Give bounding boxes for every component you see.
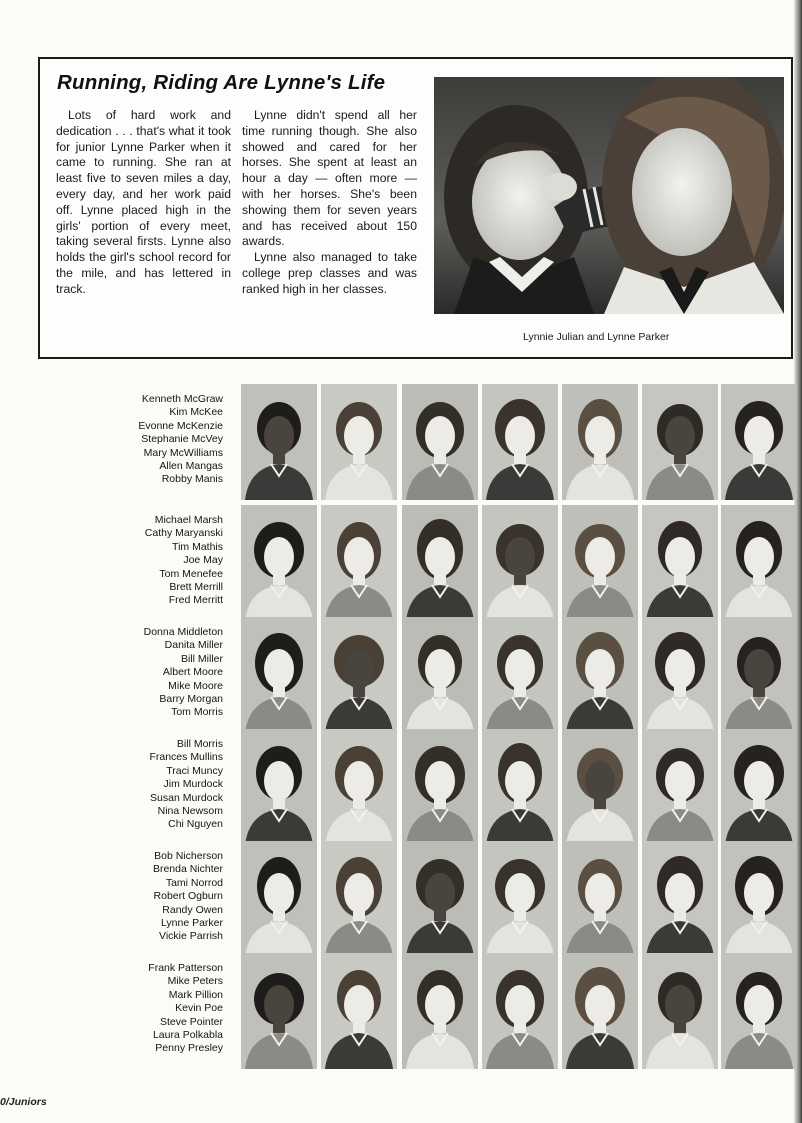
- story-column-1: [56, 108, 231, 298]
- student-portrait: [321, 505, 397, 621]
- feature-photo: [434, 77, 784, 314]
- student-name: Mike Moore: [168, 679, 223, 692]
- student-name: Tami Norrod: [165, 876, 223, 889]
- student-portrait: [642, 729, 718, 845]
- student-name: Tim Mathis: [172, 540, 223, 553]
- student-portrait: [241, 384, 317, 500]
- student-name: Michael Marsh: [154, 514, 223, 526]
- student-portrait: [241, 617, 317, 733]
- student-name: Randy Owen: [162, 903, 223, 916]
- student-name: Mary McWilliams: [143, 446, 223, 459]
- story-paragraph: Lynne also managed to take college prep classes and was ranked high in her classes.: [242, 250, 417, 296]
- student-name: Bill Morris: [176, 738, 223, 750]
- name-list: [90, 850, 223, 944]
- student-name: Stephanie McVey: [141, 433, 223, 446]
- student-name: Robby Manis: [161, 473, 223, 486]
- student-portrait: [482, 953, 558, 1069]
- student-name: Penny Presley: [155, 1042, 223, 1055]
- story-column-2: [242, 108, 417, 298]
- student-name: Traci Muncy: [166, 764, 223, 777]
- student-portrait: [321, 617, 397, 733]
- student-name: Bob Nicherson: [154, 850, 223, 862]
- student-portrait: [721, 729, 797, 845]
- student-name: Tom Menefee: [159, 567, 223, 580]
- student-portrait: [241, 505, 317, 621]
- student-portrait: [562, 384, 638, 500]
- name-list: [90, 626, 223, 720]
- student-portrait: [721, 841, 797, 957]
- student-portrait: [562, 729, 638, 845]
- student-portrait: [482, 617, 558, 733]
- student-portrait: [482, 729, 558, 845]
- student-portrait: [642, 841, 718, 957]
- student-portrait: [402, 617, 478, 733]
- student-portrait: [402, 953, 478, 1069]
- student-name: Bill Miller: [181, 652, 223, 665]
- student-portrait: [721, 505, 797, 621]
- student-name: Allen Mangas: [159, 460, 223, 473]
- student-portrait: [321, 841, 397, 957]
- student-name: Vickie Parrish: [159, 930, 223, 943]
- student-name: Susan Murdock: [150, 791, 223, 804]
- student-name: Tom Morris: [171, 706, 223, 719]
- name-list: [90, 393, 223, 487]
- student-portrait: [562, 617, 638, 733]
- name-list: [90, 738, 223, 832]
- student-name: Frances Mullins: [149, 751, 223, 764]
- student-name: Kenneth McGraw: [141, 393, 223, 405]
- student-portrait: [402, 505, 478, 621]
- feature-story-box: [38, 57, 793, 359]
- student-portrait: [562, 505, 638, 621]
- student-portrait: [402, 384, 478, 500]
- student-name: Kevin Poe: [175, 1002, 223, 1015]
- student-name: Cathy Maryanski: [144, 527, 223, 540]
- student-name: Steve Pointer: [159, 1015, 223, 1028]
- student-portrait: [241, 841, 317, 957]
- student-name: Albert Moore: [162, 666, 223, 679]
- student-portrait: [321, 384, 397, 500]
- student-portrait: [721, 384, 797, 500]
- feature-headline: Running, Riding Are Lynne's Life: [57, 71, 386, 94]
- student-name: Barry Morgan: [159, 693, 223, 706]
- student-name: Kim McKee: [169, 406, 223, 419]
- student-portrait: [642, 505, 718, 621]
- student-portrait: [562, 841, 638, 957]
- student-name: Jim Murdock: [163, 778, 223, 791]
- student-portrait: [562, 953, 638, 1069]
- student-name: Mike Peters: [167, 975, 223, 988]
- student-name: Fred Merritt: [168, 594, 223, 607]
- student-name: Robert Ogburn: [153, 890, 223, 903]
- student-portrait: [402, 729, 478, 845]
- student-portrait: [642, 384, 718, 500]
- student-portrait: [642, 617, 718, 733]
- name-list: [90, 514, 223, 608]
- page-folio: 0/Juniors: [0, 1096, 47, 1108]
- student-name: Danita Miller: [164, 639, 223, 652]
- student-portrait: [482, 384, 558, 500]
- story-paragraph: Lots of hard work and dedication . . . that's what it took for junior Lynne Parker when it came to running. She ran at least five to seven miles a day, every day, and her work paid off. Lynne placed high in the girls' portion of every meet, taking several firsts. Lynne also holds the girl's school record for the mile, and has lettered in track.: [56, 108, 231, 296]
- student-portrait: [721, 617, 797, 733]
- student-name: Chi Nguyen: [168, 818, 223, 831]
- student-portrait: [721, 953, 797, 1069]
- student-portrait: [482, 505, 558, 621]
- student-portrait: [241, 953, 317, 1069]
- story-paragraph: Lynne didn't spend all her time running though. She also showed and cared for her horses. She spent at least an hour a day — often more — with her horses. She's been showing them for seven years and has received about 150 awards.: [242, 108, 417, 249]
- photo-caption: Lynnie Julian and Lynne Parker: [523, 331, 670, 343]
- student-portrait: [241, 729, 317, 845]
- student-portrait: [321, 729, 397, 845]
- student-name: Donna Middleton: [143, 626, 223, 638]
- student-portrait: [321, 953, 397, 1069]
- student-name: Mark Pillion: [168, 988, 223, 1001]
- name-list: [90, 962, 223, 1056]
- student-name: Evonne McKenzie: [138, 419, 223, 432]
- student-name: Joe May: [183, 554, 223, 567]
- student-name: Frank Patterson: [148, 962, 223, 974]
- student-portrait: [402, 841, 478, 957]
- student-portrait: [482, 841, 558, 957]
- student-name: Laura Polkabla: [152, 1029, 223, 1042]
- student-name: Lynne Parker: [160, 917, 223, 930]
- student-portrait: [642, 953, 718, 1069]
- student-name: Brenda Nichter: [152, 863, 223, 876]
- student-name: Brett Merrill: [169, 581, 223, 594]
- student-name: Nina Newsom: [157, 805, 223, 818]
